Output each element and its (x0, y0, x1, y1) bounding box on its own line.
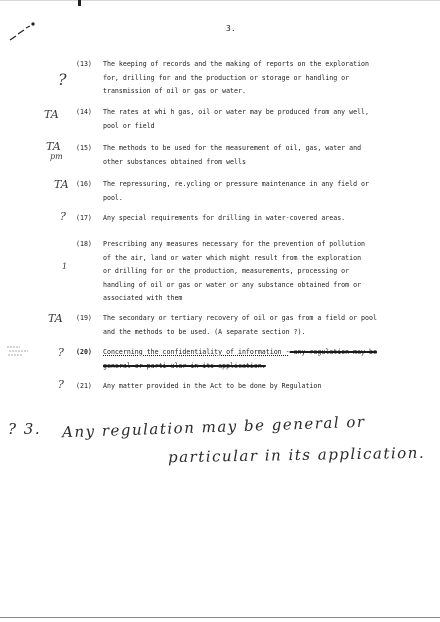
handwritten-line: Any regulation may be general or (61, 412, 366, 442)
margin-note-15: TA (46, 140, 61, 153)
item-text-line: The methods to be used for the measurement of oil, gas, water and (103, 144, 362, 152)
item-number: (18) (76, 240, 92, 248)
item-text-line: associated with them (103, 294, 183, 302)
item-text-struck: general or parti ular in its application. (103, 361, 266, 370)
item-number: (16) (76, 180, 92, 188)
margin-note-14: TA (44, 108, 59, 121)
item-text-line: handling of oil or gas or water or any substance obtained from or (103, 280, 362, 289)
item-number: (19) (76, 314, 92, 322)
margin-note-16: TA (54, 178, 69, 191)
item-text-line: transmission of oil or gas or water. (103, 87, 246, 95)
item-text-line: The secondary or tertiary recovery of oil or gas from a field or pool (103, 314, 377, 322)
item-text-line: The rates at whi h gas, oil or water may be produced from any well, (103, 108, 369, 116)
item-number: (17) (76, 214, 92, 222)
item-text-line: The repressuring, re.ycling or pressure maintenance in any field or (103, 180, 369, 188)
item-text-line: pool or field (103, 121, 155, 130)
item-number: (14) (76, 108, 92, 116)
item-number: (15) (76, 144, 92, 152)
handwritten-line: particular in its application. (167, 443, 426, 467)
margin-smudge-mark (6, 343, 32, 359)
item-text-line: for, drilling for and the production or storage or handling or (103, 73, 350, 82)
margin-note-19: TA (48, 312, 63, 325)
margin-note-18: 1 (62, 262, 68, 271)
margin-note-13: ? (58, 70, 67, 89)
item-text-kept: Concerning the confidentiality of information - (103, 348, 290, 356)
page-number: 3. (226, 24, 236, 33)
item-number: (13) (76, 60, 92, 68)
item-text-line: Any special requirements for drilling in water-covered areas. (103, 214, 346, 222)
item-text-line: and the methods to be used. (A separate section ?). (103, 327, 306, 336)
margin-note-15-sub: pm (50, 152, 63, 161)
page-bottom-edge (0, 617, 440, 618)
margin-note-21: ? (58, 378, 64, 391)
item-text-line: Prescribing any measures necessary for the prevention of pollution (103, 240, 366, 248)
corner-scribble-mark (8, 18, 38, 46)
item-number: (21) (76, 382, 92, 390)
item-text-line: other substances obtained from wells (103, 157, 246, 166)
scan-mark (78, 0, 81, 6)
handwritten-number: ? 3. (8, 420, 42, 438)
item-text-line: pool. (103, 193, 123, 202)
item-text-line: The keeping of records and the making of reports on the exploration (103, 60, 369, 68)
margin-note-17: ? (60, 210, 66, 223)
item-text-line: of the air, land or water which might result from the exploration (103, 253, 362, 262)
item-number: (20) (76, 348, 92, 356)
item-text-line: Any matter provided in the Act to be done by Regulation (103, 382, 322, 390)
margin-note-20: ? (58, 346, 64, 359)
item-text-struck: any regulation may be (289, 348, 377, 356)
page-top-edge (0, 0, 440, 1)
item-text-line: or drilling for or the production, measurements, processing or (103, 267, 350, 275)
